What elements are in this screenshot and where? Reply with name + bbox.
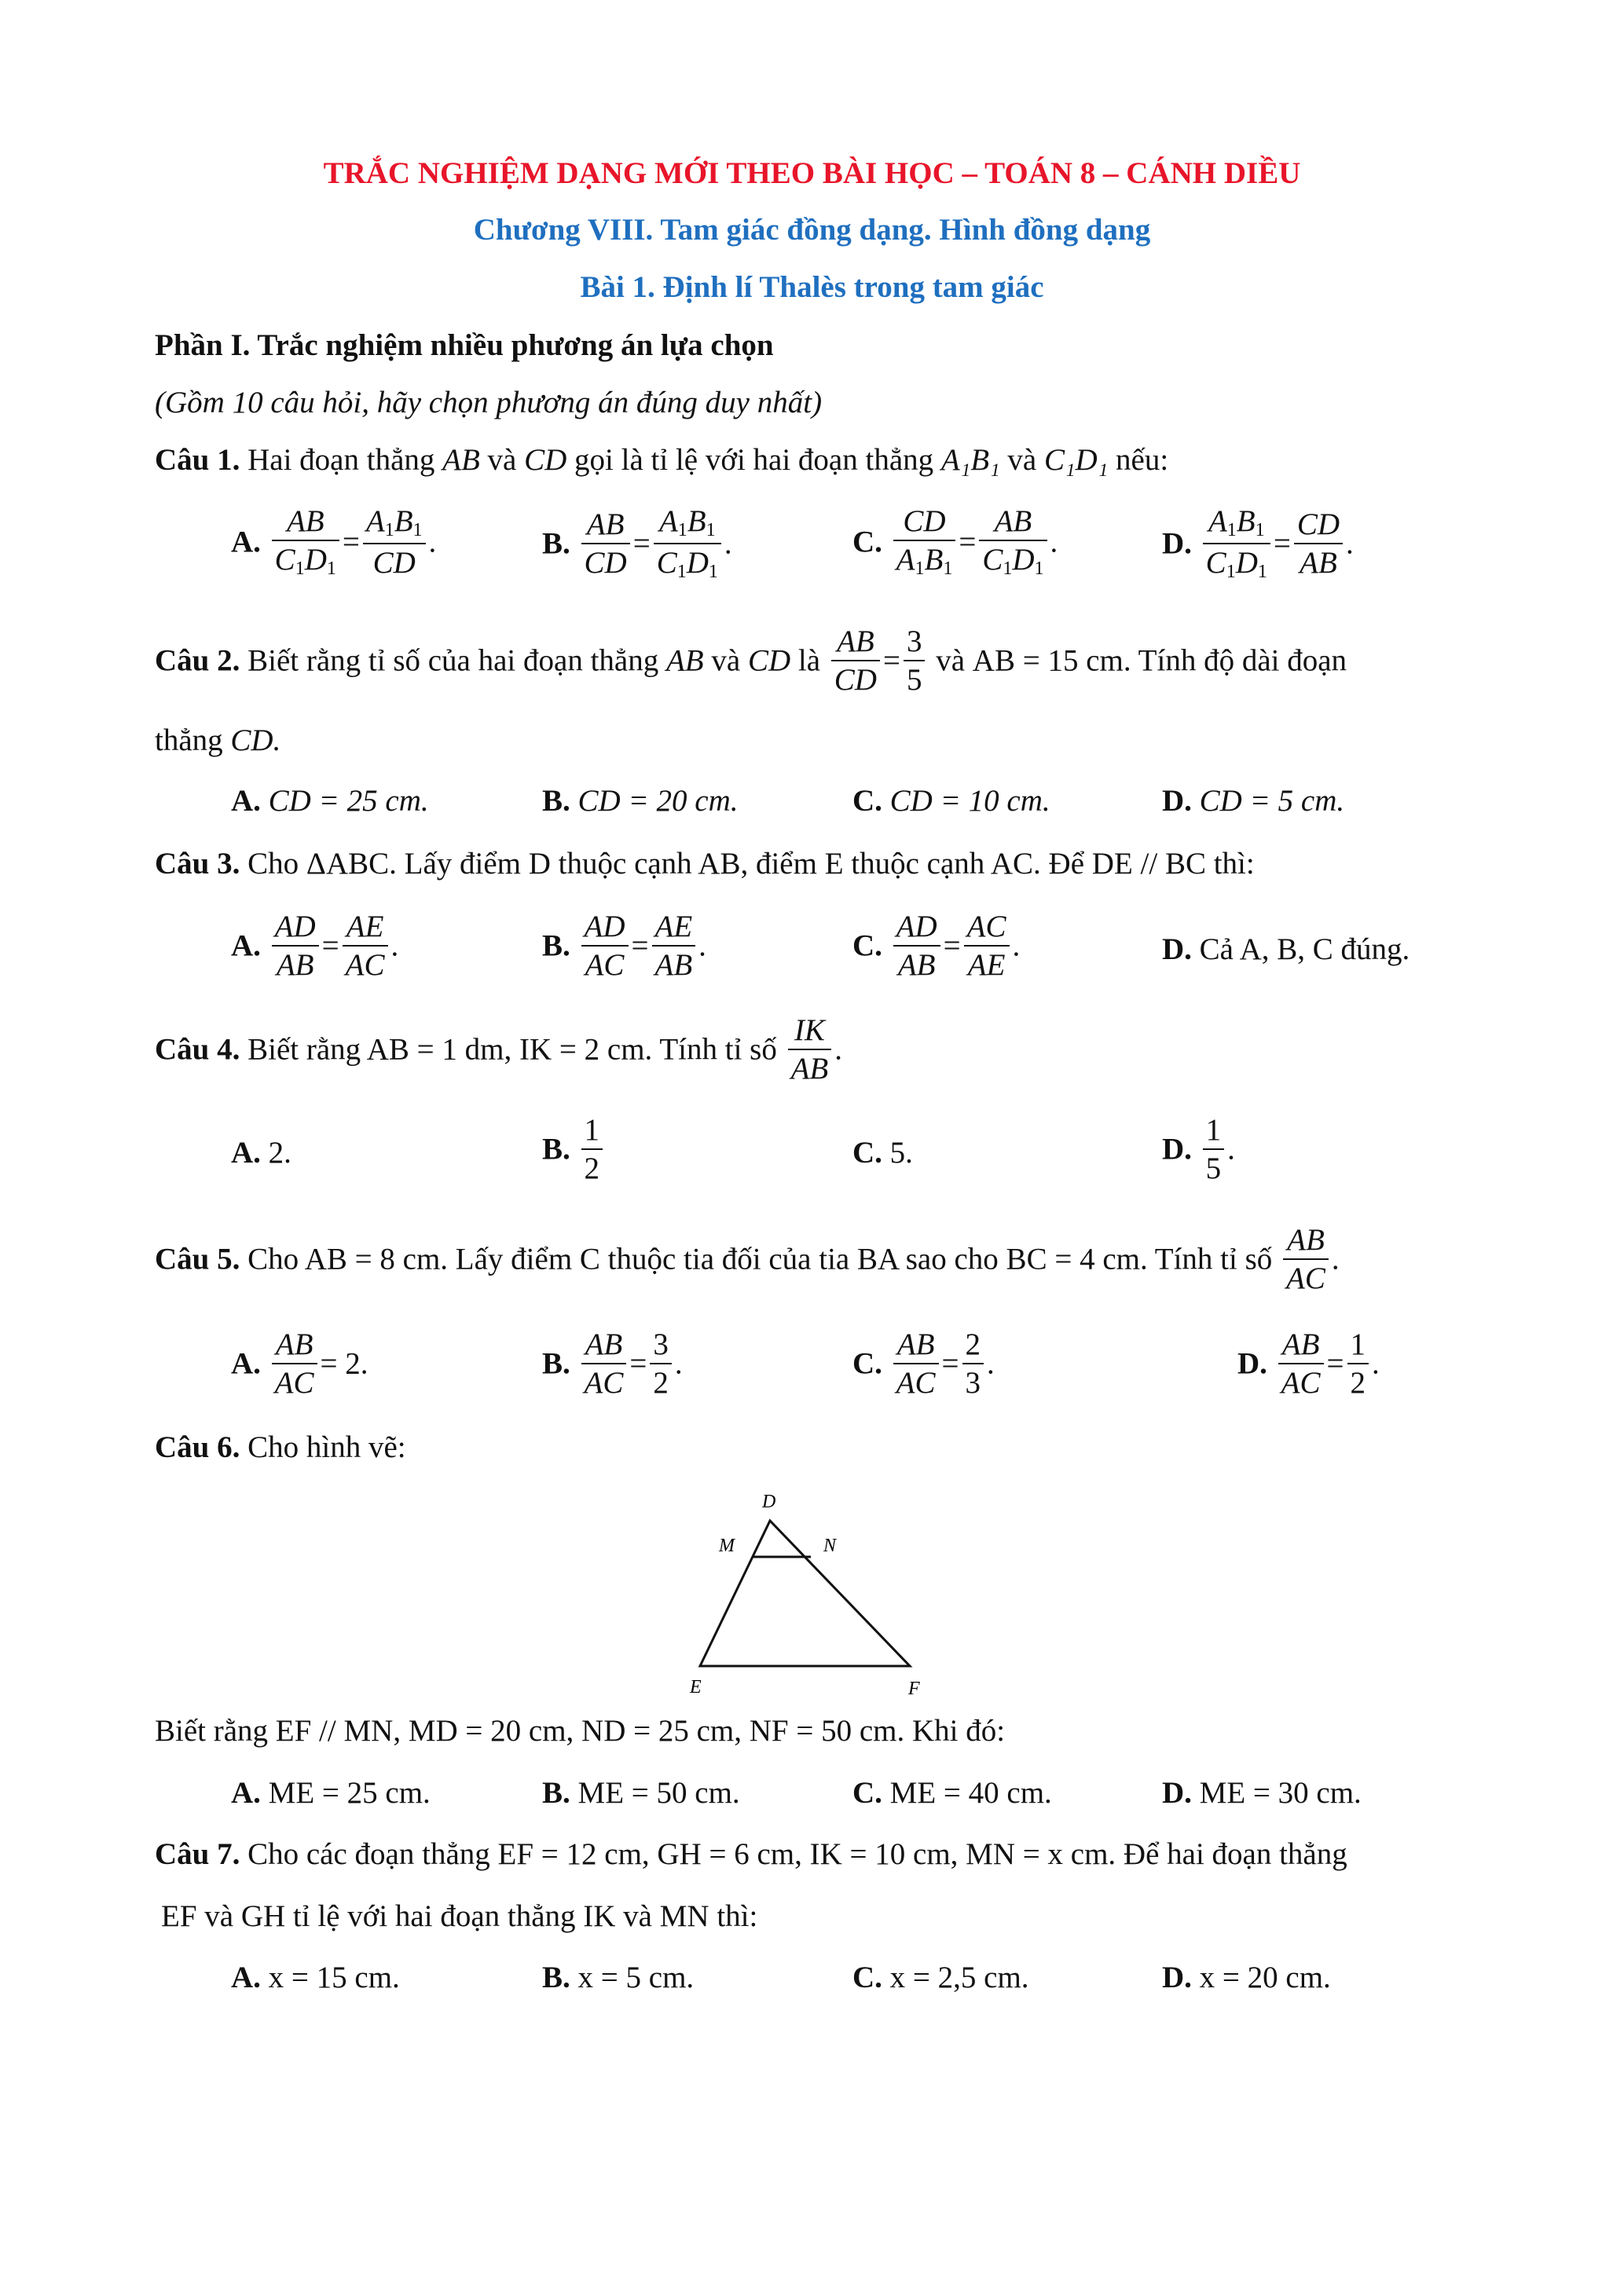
option-label: C.: [852, 784, 882, 818]
option-label: A.: [231, 1136, 261, 1170]
option-label: D.: [1162, 1132, 1192, 1166]
q2-is: là: [790, 643, 828, 678]
option-label: A.: [231, 1961, 261, 1994]
option-label: D.: [1162, 932, 1192, 966]
q7-option-a[interactable]: [231, 1960, 400, 1995]
option-label: B.: [542, 526, 570, 561]
question-6-label: Câu 6.: [155, 1430, 240, 1464]
q2-given: AB = 15 cm.: [972, 643, 1131, 678]
q7-option-d[interactable]: [1162, 1960, 1331, 1995]
q2-ab: AB: [665, 643, 704, 678]
q4-option-b[interactable]: B. $\frac{1}{2}$: [542, 1111, 606, 1187]
q1-text: Hai đoạn thẳng: [240, 443, 443, 477]
question-1: [155, 442, 1168, 478]
q2-and-2: và: [928, 643, 973, 678]
q1-option-a[interactable]: A. $\frac{AB}{C_1D_1}$ = $\frac{A_1B_1}{CD}$ .: [231, 504, 437, 580]
label-m: M: [719, 1536, 735, 1556]
q3-text: Cho ΔABC. Lấy điểm D thuộc cạnh AB, điểm E thuộc cạnh AC. Để DE // BC thì:: [240, 847, 1255, 881]
q1-cd: CD: [524, 443, 567, 477]
q1-and: và: [479, 443, 525, 477]
option-label: B.: [542, 1346, 570, 1381]
q5-option-a[interactable]: A. $\frac{AB}{AC}$ = 2.: [231, 1327, 368, 1400]
triangle-figure: [684, 1489, 943, 1701]
q2-cd-2: CD.: [230, 723, 281, 757]
q6-text: Cho hình vẽ:: [240, 1430, 406, 1464]
q7-option-b[interactable]: [542, 1960, 694, 1995]
question-3-label: Câu 3.: [155, 847, 240, 881]
q2-option-a[interactable]: [231, 783, 429, 818]
q5-option-c[interactable]: C. $\frac{AB}{AC}$ = $\frac{2}{3}$ .: [852, 1327, 995, 1400]
question-6: [155, 1430, 406, 1465]
option-label: C.: [852, 525, 882, 559]
q1-text-2: gọi là tỉ lệ với hai đoạn thẳng: [566, 443, 941, 477]
question-5-label: Câu 5.: [155, 1242, 240, 1276]
option-label: A.: [231, 784, 261, 818]
q3-option-c[interactable]: C. $\frac{AD}{AB}$ = $\frac{AC}{AE}$ .: [852, 910, 1021, 982]
option-label: B.: [542, 784, 570, 818]
question-2-cont: [155, 723, 280, 758]
q6-option-d[interactable]: [1162, 1775, 1362, 1811]
q4-option-c[interactable]: [852, 1135, 913, 1170]
lesson-title: Bài 1. Định lí Thalès trong tam giác: [580, 270, 1044, 304]
option-text: x = 20 cm.: [1199, 1961, 1331, 1994]
option-text: ME = 50 cm.: [577, 1776, 740, 1810]
q1-and-2: và: [999, 443, 1044, 477]
option-text: 5.: [889, 1136, 913, 1170]
q2-option-c[interactable]: [852, 783, 1050, 818]
label-e: E: [690, 1677, 702, 1697]
q3-option-a[interactable]: A. $\frac{AD}{AB}$ = $\frac{AE}{AC}$ .: [231, 910, 399, 982]
option-label: A.: [231, 525, 261, 559]
option-label: D.: [1162, 1961, 1192, 1994]
q2-option-d[interactable]: [1162, 783, 1344, 818]
option-label: A.: [231, 1346, 261, 1381]
q5-option-b[interactable]: B. $\frac{AB}{AC}$ = $\frac{3}{2}$ .: [542, 1327, 683, 1400]
option-text: 2.: [268, 1136, 291, 1170]
q6-option-a[interactable]: [231, 1775, 431, 1811]
option-text: ME = 30 cm.: [1199, 1776, 1362, 1810]
q4-option-a[interactable]: [231, 1135, 291, 1170]
document-title: TRẮC NGHIỆM DẠNG MỚI THEO BÀI HỌC – TOÁN 8 – CÁNH DIỀU: [323, 156, 1301, 190]
q2-text: Biết rằng tỉ số của hai đoạn thẳng: [240, 643, 666, 678]
option-label: C.: [852, 1961, 882, 1994]
part-note: (Gồm 10 câu hỏi, hãy chọn phương án đúng duy nhất): [155, 386, 823, 419]
question-4-label: Câu 4.: [155, 1032, 240, 1067]
q3-option-b[interactable]: B. $\frac{AD}{AC}$ = $\frac{AE}{AB}$ .: [542, 910, 706, 982]
q1-option-c[interactable]: C. $\frac{CD}{A_1B_1}$ = $\frac{AB}{C_1D_1}$ .: [852, 504, 1058, 579]
q1-c1d1: C₁D₁: [1043, 443, 1109, 477]
option-label: D.: [1237, 1346, 1267, 1381]
option-text: CD = 10 cm.: [889, 784, 1050, 818]
question-7-label: Câu 7.: [155, 1837, 240, 1871]
question-7: [155, 1836, 1347, 1872]
question-5: Câu 5. Cho AB = 8 cm. Lấy điểm C thuộc tia đối của tia BA sao cho BC = 4 cm. Tính tỉ số $\frac{AB}{AC}$ .: [155, 1223, 1340, 1295]
q1-option-b[interactable]: B. $\frac{AB}{CD}$ = $\frac{A_1B_1}{C_1D_1}$ .: [542, 504, 732, 582]
question-3: [155, 846, 1255, 881]
q1-option-d[interactable]: D. $\frac{A_1B_1}{C_1D_1}$ = $\frac{CD}{AB}$ .: [1162, 504, 1354, 582]
q4-option-d[interactable]: D. $\frac{1}{5}$ .: [1162, 1113, 1235, 1185]
option-text: ME = 25 cm.: [268, 1776, 431, 1810]
q3-option-d[interactable]: [1162, 932, 1410, 967]
label-d: D: [762, 1492, 776, 1512]
option-text: CD = 20 cm.: [577, 784, 739, 818]
q7-text: Cho các đoạn thẳng EF = 12 cm, GH = 6 cm, IK = 10 cm, MN = x cm. Để hai đoạn thẳng: [240, 1837, 1347, 1871]
chapter-title: Chương VIII. Tam giác đồng dạng. Hình đồng dạng: [473, 213, 1151, 247]
q5-text: Cho AB = 8 cm. Lấy điểm C thuộc tia đối của tia BA sao cho BC = 4 cm. Tính tỉ số: [240, 1242, 1273, 1276]
question-6-given: Biết rằng EF // MN, MD = 20 cm, ND = 25 cm, NF = 50 cm. Khi đó:: [155, 1714, 1006, 1748]
option-text: x = 2,5 cm.: [889, 1961, 1029, 1994]
label-n: N: [823, 1536, 837, 1556]
question-1-label: Câu 1.: [155, 443, 240, 477]
question-4: Câu 4. Biết rằng AB = 1 dm, IK = 2 cm. Tính tỉ số $\frac{IK}{AB}$ .: [155, 1013, 843, 1086]
option-label: C.: [852, 928, 882, 963]
q7-option-c[interactable]: [852, 1960, 1029, 1995]
option-text: CD = 5 cm.: [1199, 784, 1345, 818]
q2-text-4: thẳng: [155, 723, 231, 757]
option-text: x = 5 cm.: [577, 1961, 695, 1994]
q5-option-d[interactable]: D. $\frac{AB}{AC}$ = $\frac{1}{2}$ .: [1237, 1327, 1380, 1400]
q1-ab: AB: [442, 443, 480, 477]
option-label: A.: [231, 928, 261, 963]
q2-option-b[interactable]: [542, 783, 739, 818]
q2-cd: CD: [747, 643, 791, 678]
label-f: F: [908, 1679, 920, 1699]
q2-text-3: Tính độ dài đoạn: [1131, 643, 1347, 678]
question-2-label: Câu 2.: [155, 643, 240, 678]
option-label: B.: [542, 1776, 570, 1810]
q1-text-3: nếu:: [1108, 443, 1169, 477]
option-text: CD = 25 cm.: [268, 784, 429, 818]
q2-and: và: [703, 643, 748, 678]
option-label: C.: [852, 1776, 882, 1810]
option-label: B.: [542, 928, 570, 963]
q6-option-b[interactable]: [542, 1775, 740, 1811]
option-label: A.: [231, 1776, 261, 1810]
option-label: D.: [1162, 526, 1192, 561]
q6-option-c[interactable]: [852, 1775, 1052, 1811]
option-text: x = 15 cm.: [268, 1961, 400, 1994]
option-label: D.: [1162, 1776, 1192, 1810]
q1-a1b1: A₁B₁: [940, 443, 1000, 477]
option-text: Cả A, B, C đúng.: [1199, 932, 1410, 966]
option-label: C.: [852, 1136, 882, 1170]
option-label: C.: [852, 1346, 882, 1381]
part-title: Phần I. Trắc nghiệm nhiều phương án lựa chọn: [155, 328, 774, 362]
question-2: Câu 2. Biết rằng tỉ số của hai đoạn thẳng AB và CD là $\frac{AB}{CD}$ = $\frac{3}{5}$ và AB = 15 cm. Tính độ dài đoạn: [155, 624, 1347, 697]
option-text: ME = 40 cm.: [889, 1776, 1052, 1810]
q4-text: Biết rằng AB = 1 dm, IK = 2 cm. Tính tỉ số: [240, 1032, 777, 1067]
option-label: B.: [542, 1961, 570, 1994]
option-label: D.: [1162, 784, 1192, 818]
question-7-cont: EF và GH tỉ lệ với hai đoạn thẳng IK và MN thì:: [161, 1899, 758, 1933]
option-label: B.: [542, 1132, 570, 1166]
